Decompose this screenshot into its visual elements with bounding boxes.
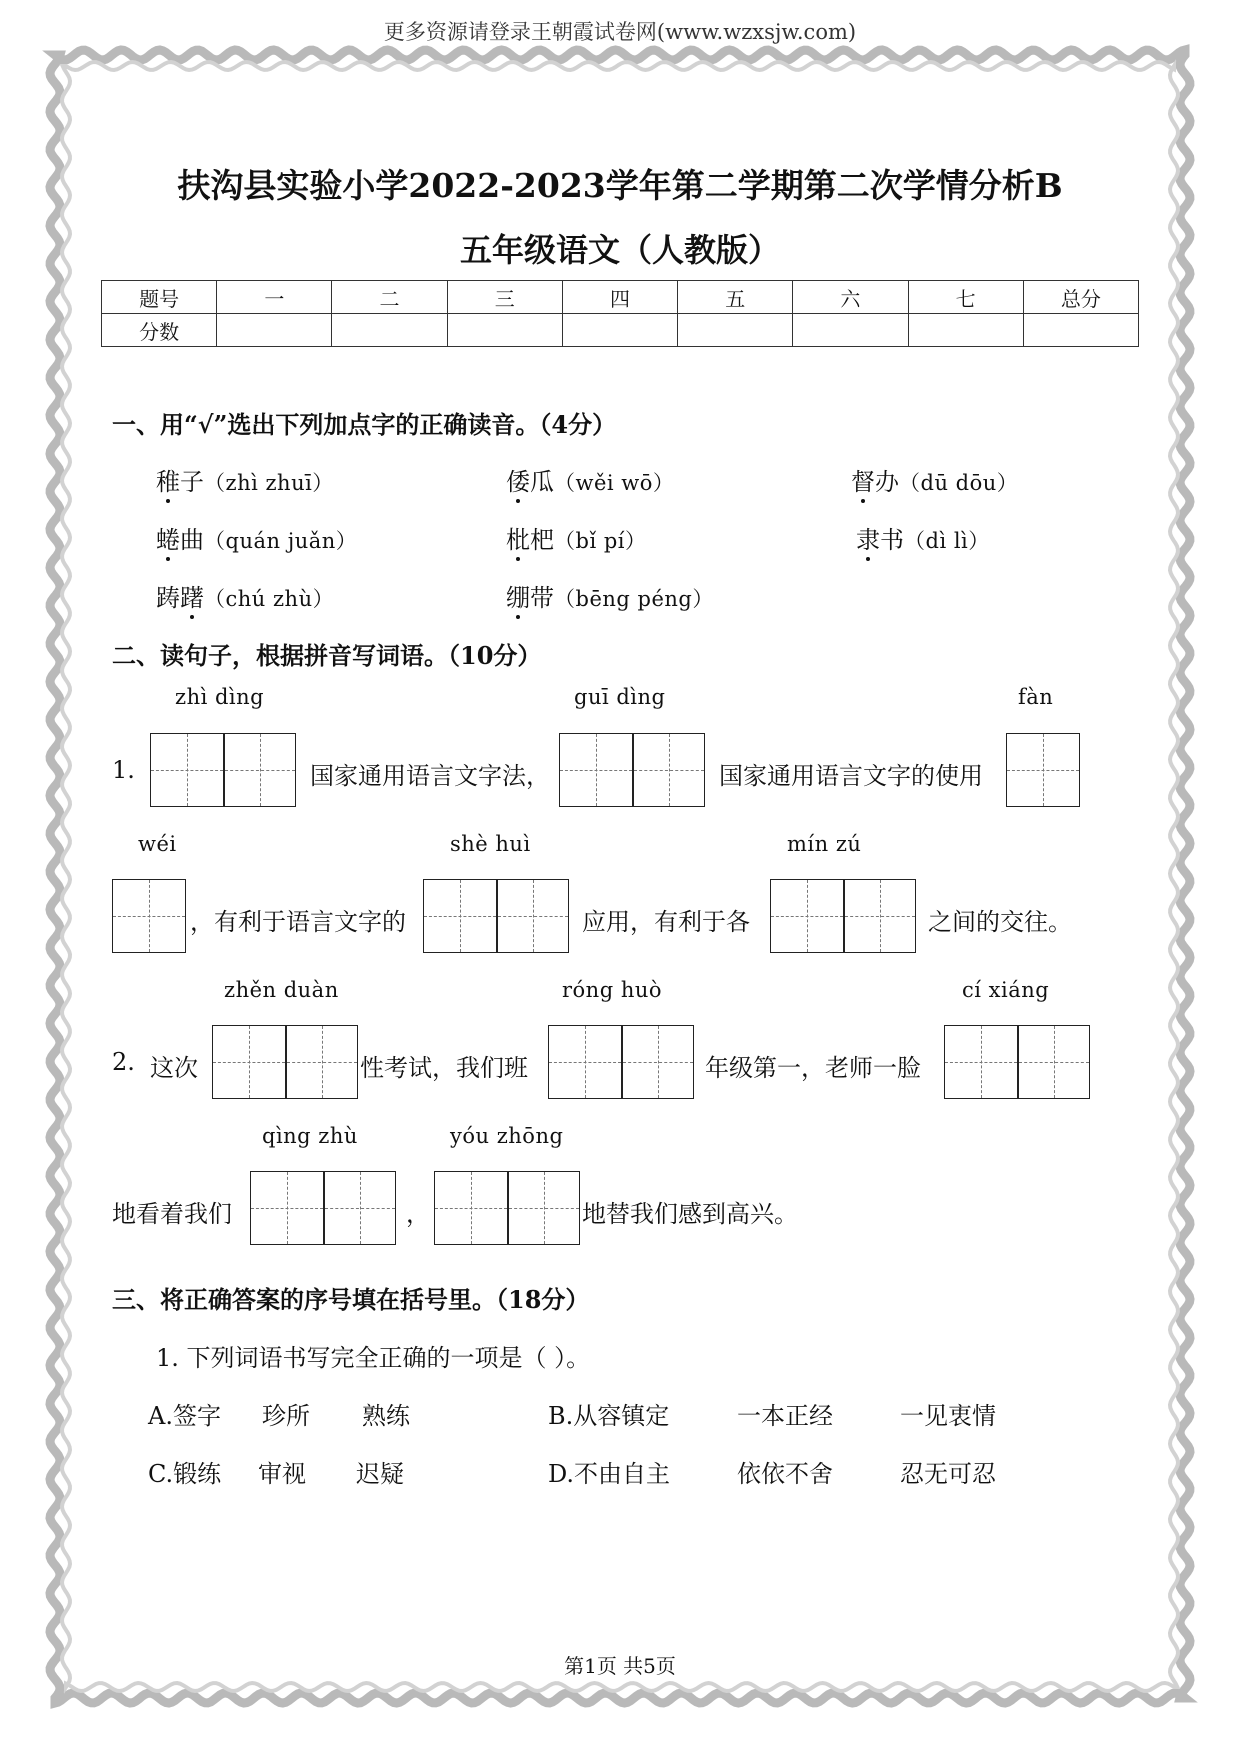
- option-word: 忍无可忍: [900, 1460, 996, 1488]
- option-word: 依依不舍: [737, 1460, 833, 1488]
- writing-grid-2[interactable]: [212, 1025, 358, 1099]
- score-input-cell[interactable]: [562, 314, 677, 347]
- pinyin-label: wéi: [138, 832, 177, 856]
- section2-heading: 二、读句子，根据拼音写词语。（10分）: [112, 641, 542, 670]
- char: 曲: [180, 526, 204, 554]
- pinyin-label: róng huò: [562, 978, 663, 1002]
- page-title: 扶沟县实验小学2022-2023学年第二学期第二次学情分析B: [177, 166, 1063, 205]
- option-word: A.签字: [148, 1402, 221, 1430]
- pinyin-options[interactable]: （bēng péng）: [554, 587, 714, 611]
- char: 瓜: [530, 468, 554, 496]
- option-word: 审视: [258, 1460, 306, 1488]
- sentence-text: 应用，有利于各: [582, 908, 750, 936]
- pinyin-options[interactable]: （wěi wō）: [554, 471, 675, 495]
- score-header-cell: 三: [447, 281, 562, 314]
- writing-grid-1[interactable]: [1006, 733, 1080, 807]
- page-footer: 第1页 共5页: [564, 1654, 676, 1678]
- pinyin-options[interactable]: （zhì zhuī）: [204, 471, 334, 495]
- writing-grid-2[interactable]: [944, 1025, 1090, 1099]
- pinyin-label: qìng zhù: [262, 1124, 358, 1148]
- char: 书: [880, 526, 904, 554]
- score-table-score-row: [102, 314, 1139, 347]
- pronunciation-item: [851, 462, 1018, 497]
- pronunciation-item: [156, 520, 357, 555]
- score-input-cell[interactable]: [332, 314, 447, 347]
- score-header-cell: 总分: [1023, 281, 1138, 314]
- dotted-char: 躇: [180, 578, 204, 613]
- section3-heading: 三、将正确答案的序号填在括号里。（18分）: [112, 1285, 590, 1314]
- writing-grid-1[interactable]: [112, 879, 186, 953]
- char: 杷: [530, 526, 554, 554]
- option-word: 一本正经: [737, 1402, 833, 1430]
- pronunciation-item: [856, 520, 990, 555]
- score-header-cell: 五: [678, 281, 793, 314]
- dotted-char: 倭: [506, 462, 530, 497]
- score-input-cell[interactable]: [1023, 314, 1138, 347]
- option-word: D.不由自主: [548, 1460, 671, 1488]
- sentence-text: 地看着我们: [112, 1200, 232, 1228]
- writing-grid-2[interactable]: [559, 733, 705, 807]
- pronunciation-item: [156, 578, 334, 613]
- pinyin-options[interactable]: （dì lì）: [904, 529, 990, 553]
- char: 办: [875, 468, 899, 496]
- pinyin-label: zhěn duàn: [224, 978, 339, 1002]
- score-header-cell: 七: [908, 281, 1023, 314]
- option-b[interactable]: [548, 1396, 669, 1431]
- pinyin-label: shè huì: [450, 832, 531, 856]
- pinyin-options[interactable]: （chú zhù）: [204, 587, 335, 611]
- header-note: 更多资源请登录王朝霞试卷网(www.wzxsjw.com): [383, 20, 857, 44]
- option-word: B.从容镇定: [548, 1402, 670, 1430]
- sentence-text: 性考试，我们班: [360, 1054, 528, 1082]
- option-word: C.锻练: [148, 1460, 222, 1488]
- sentence-text: ，有利于语言文字的: [190, 908, 406, 936]
- sentence-text: 这次: [150, 1054, 198, 1082]
- writing-grid-2[interactable]: [434, 1171, 580, 1245]
- question-number: 1.: [112, 756, 135, 784]
- dotted-char: 枇: [506, 520, 530, 555]
- writing-grid-2[interactable]: [770, 879, 916, 953]
- dotted-char: 督: [851, 462, 875, 497]
- sentence-text: ，: [406, 1200, 430, 1228]
- sentence-text: 国家通用语言文字的使用: [719, 762, 983, 790]
- pronunciation-item: [506, 520, 647, 555]
- section1-heading: 一、用“√”选出下列加点字的正确读音。（4分）: [112, 410, 617, 439]
- char: 子: [180, 468, 204, 496]
- score-input-cell[interactable]: [217, 314, 332, 347]
- pronunciation-item: [156, 462, 334, 497]
- option-a[interactable]: [148, 1396, 221, 1431]
- pinyin-label: cí xiáng: [962, 978, 1050, 1002]
- score-table-header-row: [102, 281, 1139, 314]
- pinyin-label: mín zú: [787, 832, 862, 856]
- score-header-cell: 四: [562, 281, 677, 314]
- pinyin-label: yóu zhōng: [450, 1124, 564, 1148]
- writing-grid-2[interactable]: [150, 733, 296, 807]
- pinyin-options[interactable]: （quán juǎn）: [204, 529, 358, 553]
- score-input-cell[interactable]: [908, 314, 1023, 347]
- pinyin-label: guī dìng: [574, 685, 666, 709]
- option-word: 珍所: [262, 1402, 310, 1430]
- char: 带: [530, 584, 554, 612]
- question-text: 1. 下列词语书写完全正确的一项是（ ）。: [156, 1344, 591, 1372]
- option-c[interactable]: [148, 1454, 221, 1489]
- dotted-char: 稚: [156, 462, 180, 497]
- writing-grid-2[interactable]: [423, 879, 569, 953]
- sentence-text: 之间的交往。: [928, 908, 1072, 936]
- dotted-char: 隶: [856, 520, 880, 555]
- score-header-cell: 六: [793, 281, 908, 314]
- writing-grid-2[interactable]: [548, 1025, 694, 1099]
- pinyin-label: fàn: [1018, 685, 1054, 709]
- score-header-cell: 题号: [102, 281, 217, 314]
- char: 踌: [156, 584, 180, 612]
- pinyin-options[interactable]: （dū dōu）: [899, 471, 1019, 495]
- sentence-text: 年级第一，老师一脸: [705, 1054, 921, 1082]
- score-header-cell: 一: [217, 281, 332, 314]
- question-number: 2.: [112, 1048, 135, 1076]
- pronunciation-item: [506, 578, 714, 613]
- score-table: [101, 280, 1139, 347]
- pinyin-options[interactable]: （bǐ pí）: [554, 529, 647, 553]
- option-word: 迟疑: [356, 1460, 404, 1488]
- option-word: 一见衷情: [900, 1402, 996, 1430]
- pronunciation-item: [506, 462, 674, 497]
- score-input-cell[interactable]: [678, 314, 793, 347]
- option-d[interactable]: [548, 1454, 670, 1489]
- writing-grid-2[interactable]: [250, 1171, 396, 1245]
- sentence-text: 国家通用语言文字法，: [310, 762, 550, 790]
- score-row-label: 分数: [102, 314, 217, 347]
- score-input-cell[interactable]: [793, 314, 908, 347]
- dotted-char: 绷: [506, 578, 530, 613]
- sentence-text: 地替我们感到高兴。: [582, 1200, 798, 1228]
- pinyin-label: zhì dìng: [175, 685, 265, 709]
- score-input-cell[interactable]: [447, 314, 562, 347]
- option-word: 熟练: [362, 1402, 410, 1430]
- score-header-cell: 二: [332, 281, 447, 314]
- dotted-char: 蜷: [156, 520, 180, 555]
- page-subtitle: 五年级语文（人教版）: [459, 231, 780, 269]
